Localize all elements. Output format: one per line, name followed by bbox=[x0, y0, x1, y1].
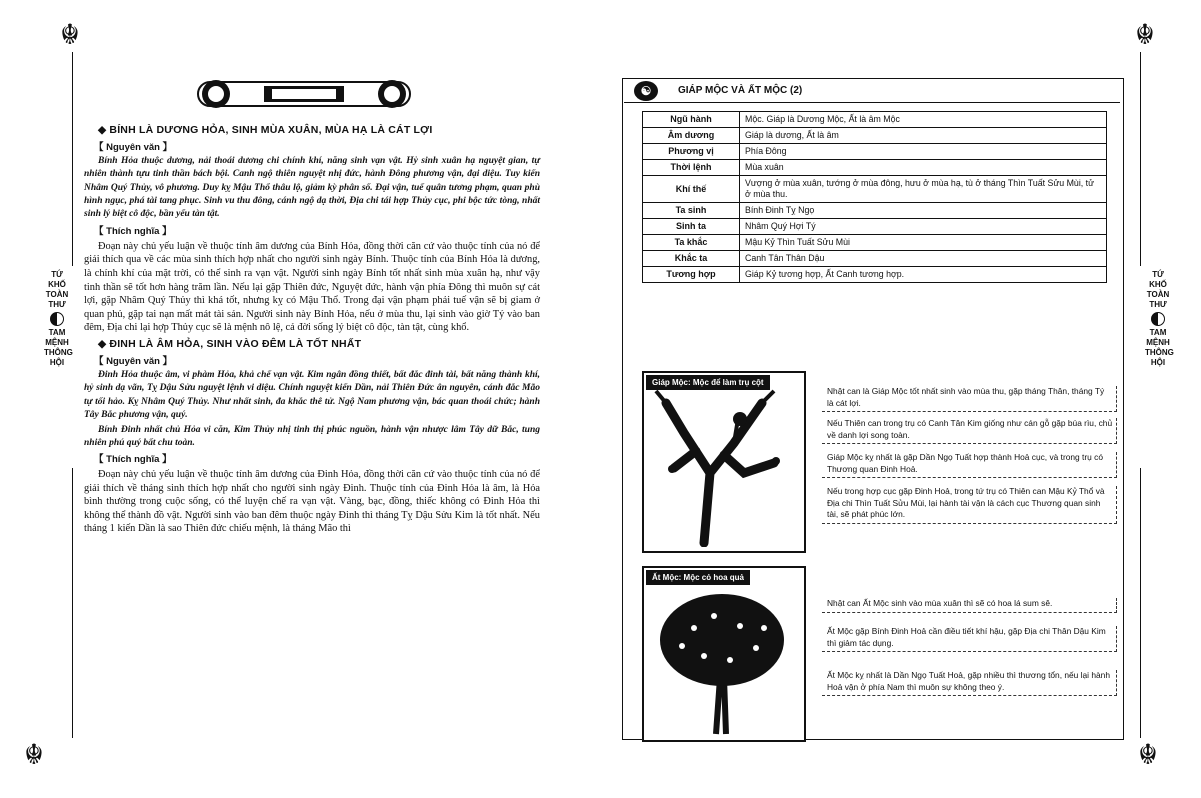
side-tab-word: KHỐ bbox=[1149, 280, 1167, 289]
attribute-value: Phía Đông bbox=[740, 144, 1107, 160]
header-banner-ornament bbox=[192, 78, 416, 110]
attribute-value: Giáp Kỷ tương hợp, Ất Canh tương hợp. bbox=[740, 267, 1107, 283]
side-tab-word: TỨ bbox=[51, 270, 63, 279]
side-tab-word: HỘI bbox=[49, 358, 65, 367]
side-tab-word: TAM bbox=[1149, 328, 1167, 337]
attribute-key: Thời lệnh bbox=[643, 160, 740, 176]
attribute-value: Giáp là dương, Ất là âm bbox=[740, 128, 1107, 144]
side-tab-word: TỨ bbox=[1152, 270, 1164, 279]
tree-trunk-image bbox=[644, 373, 800, 547]
dragon-ornament-icon: ☬ bbox=[1135, 18, 1155, 51]
section-heading-binh: ◆ BÍNH LÀ DƯƠNG HỎA, SINH MÙA XUÂN, MÙA HẠ LÀ CÁT LỢI bbox=[98, 124, 433, 136]
border-line bbox=[1140, 52, 1141, 266]
left-page bbox=[0, 0, 600, 798]
thich-nghia-label: 【 Thích nghĩa 】 bbox=[94, 454, 172, 466]
border-line bbox=[72, 52, 73, 266]
side-tab-word: THÔNG bbox=[1145, 348, 1174, 357]
image-caption-2: Ất Mộc: Mộc cỏ hoa quả bbox=[646, 570, 750, 585]
thich-nghia-text: Đoạn này chủ yếu luận về thuộc tính âm dương của Đinh Hỏa, đồng thời căn cứ vào thuộc tính của nó để giải thích về tháng sinh thích hợp nhất cho người sinh ngày Đinh. Thuộc tính của Đinh Hỏa là âm, là Hỏa bình thường trong cuộc sống, có thể luyện chế ra vạn vật. Vàng, bạc, đồng, thiếc không có Đinh Hỏa thì không thể thành đồ vật. Người sinh vào ban đêm thuộc ngày Đinh thì tháng Tỵ Dậu Sửu Kim là tốt nhất. Nếu tháng 1 kiến Dần là sao Thiên đức chiếu mệnh, là tháng Mão thì bbox=[84, 468, 540, 535]
table-row bbox=[643, 144, 1107, 160]
side-tab bbox=[44, 270, 73, 368]
side-tab-word: HỘI bbox=[1150, 358, 1166, 367]
table-row bbox=[643, 160, 1107, 176]
right-page bbox=[600, 0, 1201, 798]
heading-text: ĐINH LÀ ÂM HỎA, SINH VÀO ĐÊM LÀ TỐT NHẤT bbox=[109, 337, 362, 350]
attribute-value: Vượng ở mùa xuân, tướng ở mùa đông, hưu ở mùa hạ, tù ở tháng Thìn Tuất Sửu Mùi, tử ở mùa thu. bbox=[740, 176, 1107, 203]
note-giap-2: Nếu Thiên can trong trụ có Canh Tân Kim giống như cán gỗ gặp búa rìu, chủ về danh lợi song toàn. bbox=[822, 418, 1117, 444]
border-line bbox=[1140, 468, 1141, 738]
attribute-value: Mùa xuân bbox=[740, 160, 1107, 176]
nguyen-van-text: Bính Hỏa thuộc dương, nải thoái dương chi chính khí, năng sinh vạn vật. Hỷ sinh xuân hạ nguyệt gian, tự nhiên thành tựu tinh thần bách bội. Canh ngộ thiên nguyệt nhị đức, hành Đông phương vận, đại diệu. Tuy kiến Nhâm Quý Thủy, vô phương. Duy kỵ Mậu Thổ thâu lộ, giảm kỳ phân số. Đại vận, tuế quân tương phạm, quan phù hình ngục, phá tài tang phục. Sinh vu thu đông, cánh ngộ dạ thời, Địa chi tái hợp Thủy cục, phi bộc tức tòng, nhất sinh lý biệt cô độc, bần yểu tàn tật. bbox=[84, 156, 540, 219]
note-giap-4: Nếu trong hợp cục gặp Đinh Hoả, trong tứ trụ có Thiên can Mậu Kỷ Thổ và Địa chi Thìn Tuất Sửu Mùi, lại hành tài vận là cách cục Thương quan sinh tài, sẽ phát phúc lớn. bbox=[822, 486, 1117, 524]
attribute-key: Khắc ta bbox=[643, 251, 740, 267]
note-giap-1: Nhật can là Giáp Mộc tốt nhất sinh vào mùa thu, gặp tháng Thân, tháng Tý là cát lợi. bbox=[822, 386, 1117, 412]
left-text-column bbox=[84, 124, 540, 536]
table-row bbox=[643, 251, 1107, 267]
table-row bbox=[643, 219, 1107, 235]
section-heading-dinh: ◆ ĐINH LÀ ÂM HỎA, SINH VÀO ĐÊM LÀ TỐT NHẤT bbox=[98, 337, 362, 350]
nguyen-van-label: 【 Nguyên văn 】 bbox=[94, 355, 173, 367]
attribute-key: Ta khắc bbox=[643, 235, 740, 251]
table-row bbox=[643, 112, 1107, 128]
side-tab-word: TOÀN bbox=[1146, 290, 1170, 299]
attribute-key: Âm dương bbox=[643, 128, 740, 144]
attribute-key: Ngũ hành bbox=[643, 112, 740, 128]
side-tab-word: THƯ bbox=[1149, 300, 1167, 309]
side-tab-word: MỆNH bbox=[1146, 338, 1170, 347]
image-caption-1: Giáp Mộc: Mộc để làm trụ cột bbox=[646, 375, 770, 390]
note-giap-3: Giáp Mộc kỵ nhất là gặp Dần Ngọ Tuất hợp thành Hoả cục, và trong trụ có Thương quan Đinh Hoả. bbox=[822, 452, 1117, 478]
attribute-value: Mộc. Giáp là Dương Mộc, Ất là âm Mộc bbox=[740, 112, 1107, 128]
attribute-value: Canh Tân Thân Dậu bbox=[740, 251, 1107, 267]
fruit-tree-image bbox=[644, 568, 800, 736]
table-row bbox=[643, 176, 1107, 203]
attribute-key: Khí thế bbox=[643, 176, 740, 203]
nguyen-van-text: Đinh Hỏa thuộc âm, vi phàm Hỏa, khả chế vạn vật. Kim ngân đồng thiết, bất đắc đinh tài, bất năng thành khí, hỷ sinh dạ vãn, Tỵ Dậu Sửu nguyệt lệnh vi diệu. Chính nguyệt kiến Dần, nải Thiên Đức ân nguyên, cánh đắc Mão tự tối hảo. Kỵ Nhâm Quý Thủy. Như nhất sinh, đa khắc thê tử. Ngộ Nam phương vận, bác quan thoái chức; hành Tây Bắc phương vận, quý. bbox=[84, 370, 540, 420]
thich-nghia-text: Đoạn này chủ yếu luận về thuộc tính âm dương của Bính Hỏa, đồng thời căn cứ vào thuộc tính của nó để giải thích qua về các mùa sinh thích hợp nhất cho người sinh ngày Bính. Thuộc tính của Bính Hỏa là dương, là chính khí của mặt trời, có thể sinh ra vạn vật. Người sinh ngày Bính tốt nhất sinh mùa xuân hạ, như vậy tinh thần sẽ tốt hơn hàng trăm lần. Nếu lại gặp Thiên đức, Nguyệt đức, hành vận phía Đông thì muôn sự cát lợi, gặp Nhâm Quý Thủy thì khá tốt, nhưng kỵ có Mậu Thổ. Trong đại vận phạm phải tuế vận sẽ bị giam ở quan phủ, gặp tai nạn mất mát tài sản. Người sinh này Bính Hỏa, nếu ở mùa thu, lại sinh vào giờ Tý vào ban đêm, Địa chi lại hợp Thủy cục sẽ là mệnh nô lệ, cả đời sống lý biệt cô độc, tàn tật, cùng khổ. bbox=[84, 240, 540, 334]
nguyen-van-text: Bính Đinh nhất chủ Hỏa vi căn, Kim Thủy nhị tinh thị phúc nguồn, hành vận nhược lâm Tây dữ Bắc, tung nhiên phú quý bất chu toàn. bbox=[84, 424, 540, 449]
table-row bbox=[643, 235, 1107, 251]
attribute-value: Nhâm Quý Hợi Tý bbox=[740, 219, 1107, 235]
heading-text: BÍNH LÀ DƯƠNG HỎA, SINH MÙA XUÂN, MÙA HẠ LÀ CÁT LỢI bbox=[109, 124, 433, 136]
nguyen-van-label: 【 Nguyên văn 】 bbox=[94, 141, 173, 153]
border-line bbox=[72, 468, 73, 738]
attribute-key: Sinh ta bbox=[643, 219, 740, 235]
note-at-3: Ất Mộc kỵ nhất là Dần Ngọ Tuất Hoả, gặp nhiều thì thương tổn, nếu lại hành Hoả vận ở phía Nam thì muôn sự không theo ý. bbox=[822, 670, 1117, 696]
yin-yang-icon bbox=[50, 312, 64, 326]
table-row bbox=[643, 128, 1107, 144]
attribute-key: Phương vị bbox=[643, 144, 740, 160]
attribute-value: Mậu Kỷ Thìn Tuất Sửu Mùi bbox=[740, 235, 1107, 251]
tree-illustration-2 bbox=[642, 566, 806, 742]
table-row bbox=[643, 203, 1107, 219]
side-tab-word: TOÀN bbox=[45, 290, 69, 299]
dragon-ornament-icon: ☬ bbox=[24, 738, 44, 771]
section-title: GIÁP MỘC VÀ ẤT MỘC (2) bbox=[678, 85, 803, 96]
thich-nghia-label: 【 Thích nghĩa 】 bbox=[94, 226, 172, 238]
tree-illustration-1 bbox=[642, 371, 806, 553]
side-tab-word: KHỐ bbox=[48, 280, 66, 289]
note-at-2: Ất Mộc gặp Bính Đinh Hoả cần điều tiết khí hậu, gặp Địa chi Thân Dậu Kim thì giảm tác dụng. bbox=[822, 626, 1117, 652]
yin-yang-icon: ☯ bbox=[634, 81, 658, 101]
table-row bbox=[643, 267, 1107, 283]
yin-yang-icon bbox=[1151, 312, 1165, 326]
attribute-key: Tương hợp bbox=[643, 267, 740, 283]
attribute-table bbox=[642, 111, 1107, 283]
side-tab-word: THÔNG bbox=[44, 348, 73, 357]
dragon-ornament-icon: ☬ bbox=[60, 18, 80, 51]
side-tab-word: THƯ bbox=[48, 300, 66, 309]
dragon-ornament-icon: ☬ bbox=[1138, 738, 1158, 771]
side-tab-word: TAM bbox=[48, 328, 66, 337]
side-tab bbox=[1145, 270, 1174, 368]
attribute-value: Bính Đinh Tỵ Ngọ bbox=[740, 203, 1107, 219]
section-title-bar bbox=[624, 80, 1120, 103]
side-tab-word: MỆNH bbox=[45, 338, 69, 347]
note-at-1: Nhật can Ất Mộc sinh vào mùa xuân thì sẽ có hoa lá sum sê. bbox=[822, 598, 1117, 613]
attribute-key: Ta sinh bbox=[643, 203, 740, 219]
